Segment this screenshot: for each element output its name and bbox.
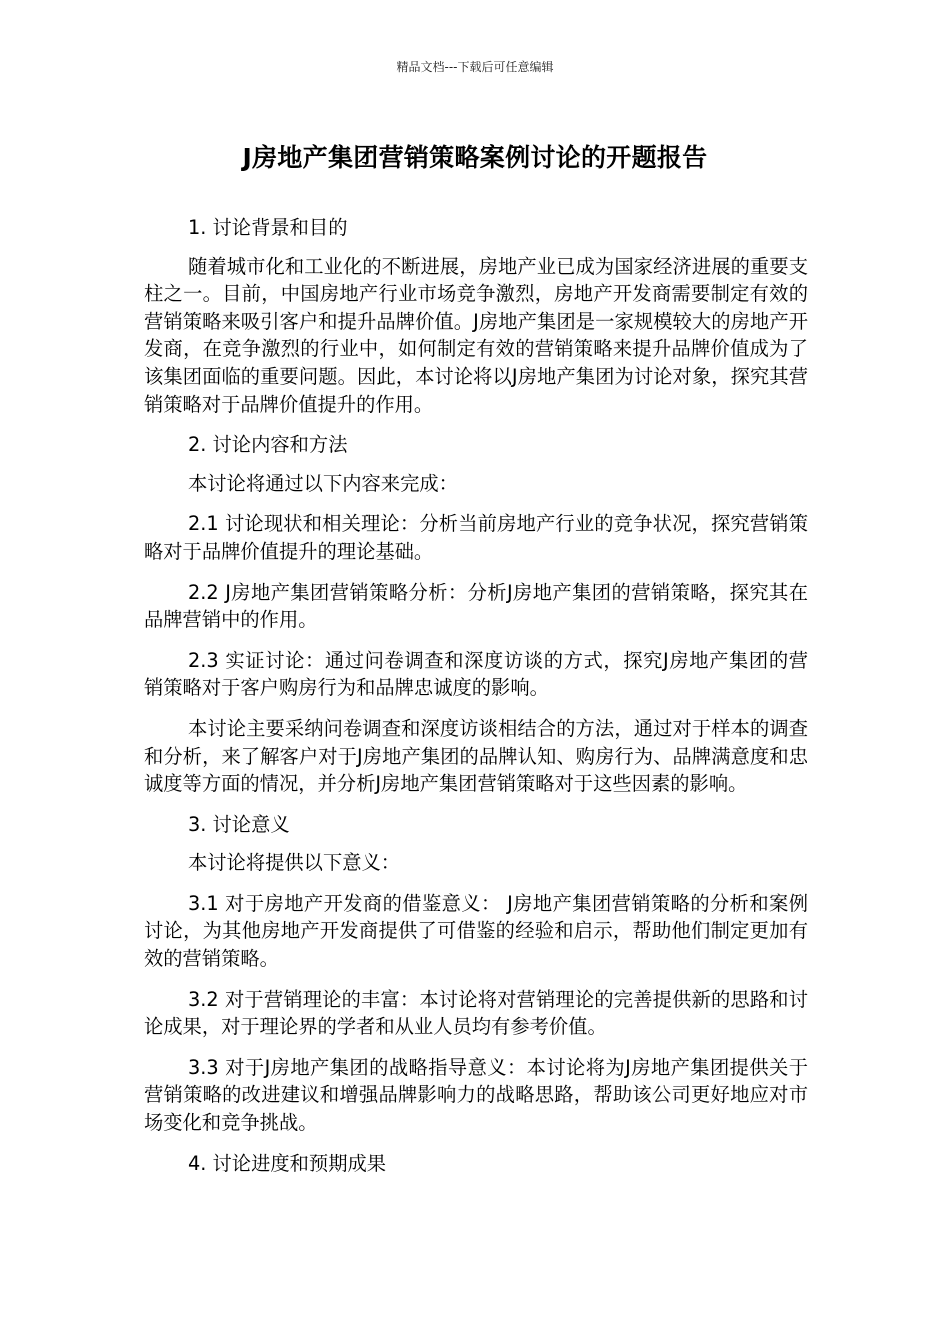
paragraph-significance-intro: 本讨论将提供以下意义： bbox=[188, 851, 401, 875]
section-heading-1: 1. 讨论背景和目的 bbox=[188, 216, 348, 239]
section-heading-3: 3. 讨论意义 bbox=[188, 812, 290, 836]
paragraph-item-3-1: 3.1 对于房地产开发商的借鉴意义： J房地产集团营销策略的分析和案例讨论，为其他房地产开发商提供了可借鉴的经验和启示，帮助他们制定更加有效的营销策略。 bbox=[144, 891, 808, 971]
paragraph-item-3-2: 3.2 对于营销理论的丰富：本讨论将对营销理论的完善提供新的思路和讨论成果，对于理论界的学者和从业人员均有参考价值。 bbox=[144, 987, 808, 1039]
paragraph-item-2-2: 2.2 J房地产集团营销策略分析：分析J房地产集团的营销策略，探究其在品牌营销中的作用。 bbox=[144, 580, 808, 632]
section-heading-4: 4. 讨论进度和预期成果 bbox=[188, 1151, 387, 1175]
paragraph-item-2-3: 2.3 实证讨论：通过问卷调查和深度访谈的方式，探究J房地产集团的营销策略对于客户购房行为和品牌忠诚度的影响。 bbox=[144, 648, 808, 700]
section-heading-2: 2. 讨论内容和方法 bbox=[188, 433, 348, 457]
paragraph-background: 随着城市化和工业化的不断进展，房地产业已成为国家经济进展的重要支柱之一。目前，中国房地产行业市场竞争激烈，房地产开发商需要制定有效的营销策略来吸引客户和提升品牌价值。J房地产集团是一家规模较大的房地产开发商，在竞争激烈的行业中，如何制定有效的营销策略来提升品牌价值成为了该集团面临的重要问题。因此，本讨论将以J房地产集团为讨论对象，探究其营销策略对于品牌价值提升的作用。 bbox=[144, 254, 808, 416]
header-note: 精品文档---下载后可任意编辑 bbox=[396, 60, 554, 74]
paragraph-method: 本讨论主要采纳问卷调查和深度访谈相结合的方法，通过对于样本的调查和分析，来了解客户对于J房地产集团的品牌认知、购房行为、品牌满意度和忠诚度等方面的情况，并分析J房地产集团营销策略对于这些因素的影响。 bbox=[144, 716, 808, 796]
document-body bbox=[144, 214, 808, 1188]
paragraph-content-intro: 本讨论将通过以下内容来完成： bbox=[188, 471, 458, 495]
paragraph-item-2-1: 2.1 讨论现状和相关理论：分析当前房地产行业的竞争状况，探究营销策略对于品牌价值提升的理论基础。 bbox=[144, 512, 808, 563]
paragraph-item-3-3: 3.3 对于J房地产集团的战略指导意义：本讨论将为J房地产集团提供关于营销策略的改进建议和增强品牌影响力的战略思路，帮助该公司更好地应对市场变化和竞争挑战。 bbox=[144, 1055, 808, 1135]
document-title: J房地产集团营销策略案例讨论的开题报告 bbox=[242, 143, 708, 172]
